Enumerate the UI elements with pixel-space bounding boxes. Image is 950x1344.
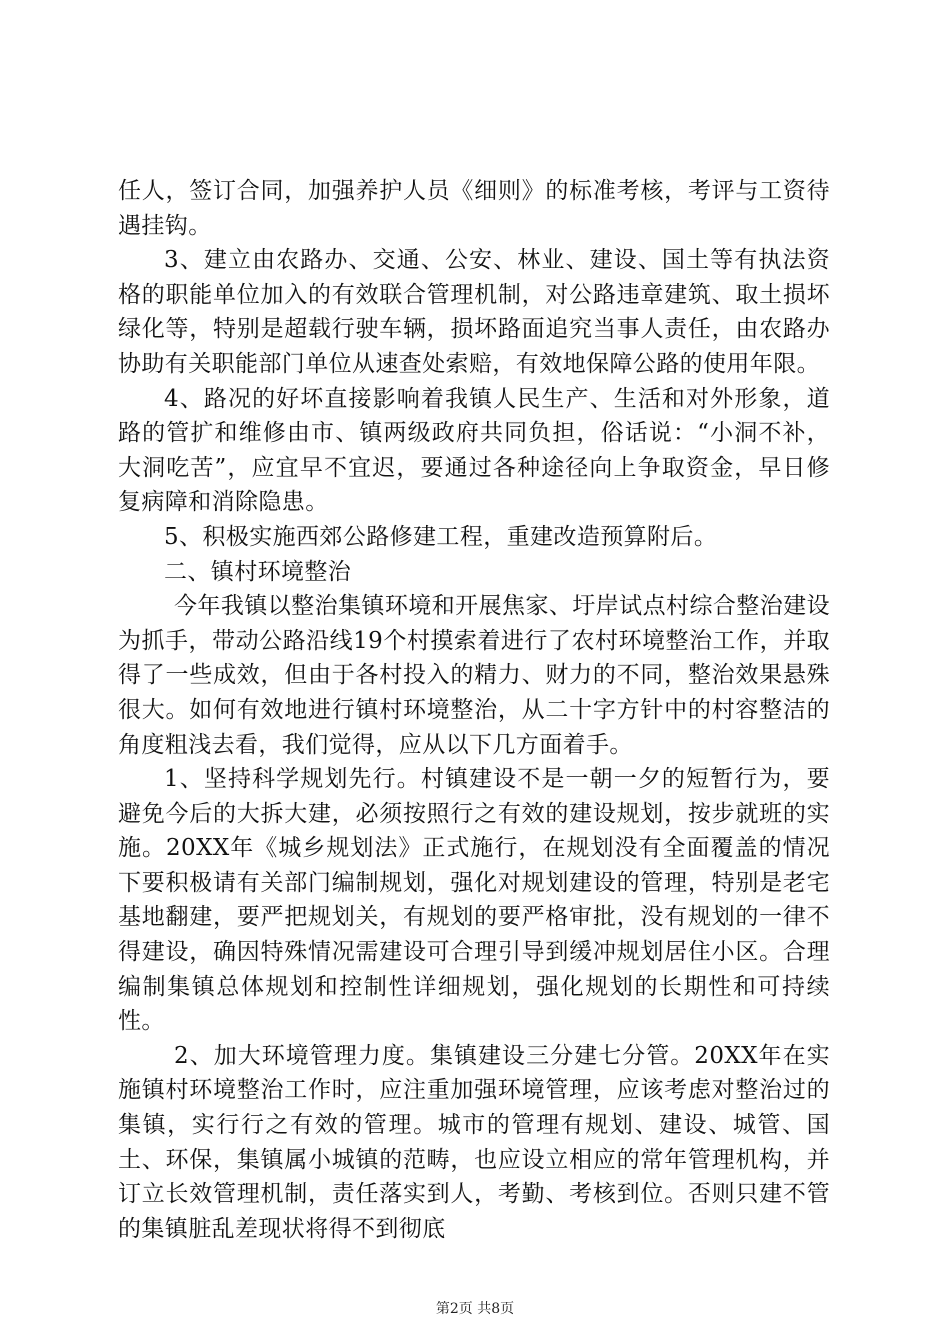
paragraph-item-5: 5、积极实施西郊公路修建工程，重建改造预算附后。 [164, 523, 718, 550]
paragraph-item-2: 2、加大环境管理力度。集镇建设三分建七分管。20XX年在实施镇村环境整治工作时，应注重加强环境管理，应该考虑对整治过的集镇，实行行之有效的管理。城市的管理有规划、建设、城管、国土、环保，集镇属小城镇的范畴，也应设立相应的常年管理机构，并订立长效管理机制，责任落实到人，考勤、考核到位。否则只建不管的集镇脏乱差现状将得不到彻底 [118, 1042, 830, 1242]
document-body [118, 174, 830, 1246]
page-footer: 第2页 共8页 [435, 1301, 515, 1317]
paragraph-item-3: 3、建立由农路办、交通、公安、林业、建设、国土等有执法资格的职能单位加入的有效联合管理机制，对公路违章建筑、取土损坏绿化等，特别是超载行驶车辆，损坏路面追究当事人责任，由农路办协助有关职能部门单位从速查处索赔，有效地保障公路的使用年限。 [118, 247, 830, 377]
paragraph-continuation: 任人，签订合同，加强养护人员《细则》的标准考核，考评与工资待遇挂钩。 [118, 178, 830, 239]
section-heading: 二、镇村环境整治 [164, 558, 352, 585]
paragraph-intro: 今年我镇以整治集镇环境和开展焦家、圩岸试点村综合整治建设为抓手，带动公路沿线19个村摸索着进行了农村环境整治工作，并取得了一些成效，但由于各村投入的精力、财力的不同，整治效果悬殊很大。如何有效地进行镇村环境整治，从二十字方针中的村容整洁的角度粗浅去看，我们觉得，应从以下几方面着手。 [118, 593, 830, 758]
paragraph-item-4: 4、路况的好坏直接影响着我镇人民生产、生活和对外形象，道路的管扩和维修由市、镇两级政府共同负担，俗话说：“小洞不补，大洞吃苦”，应宜早不宜迟，要通过各种途径向上争取资金，早日修复病障和消除隐患。 [118, 385, 830, 516]
paragraph-item-1: 1、坚持科学规划先行。村镇建设不是一朝一夕的短暂行为，要避免今后的大拆大建，必须按照行之有效的建设规划，按步就班的实施。20XX年《城乡规划法》正式施行，在规划没有全面覆盖的情况下要积极请有关部门编制规划，强化对规划建设的管理，特别是老宅基地翻建，要严把规划关，有规划的要严格审批，没有规划的一律不得建设，确因特殊情况需建设可合理引导到缓冲规划居住小区。合理编制集镇总体规划和控制性详细规划，强化规划的长期性和可持续性。 [118, 766, 830, 1035]
